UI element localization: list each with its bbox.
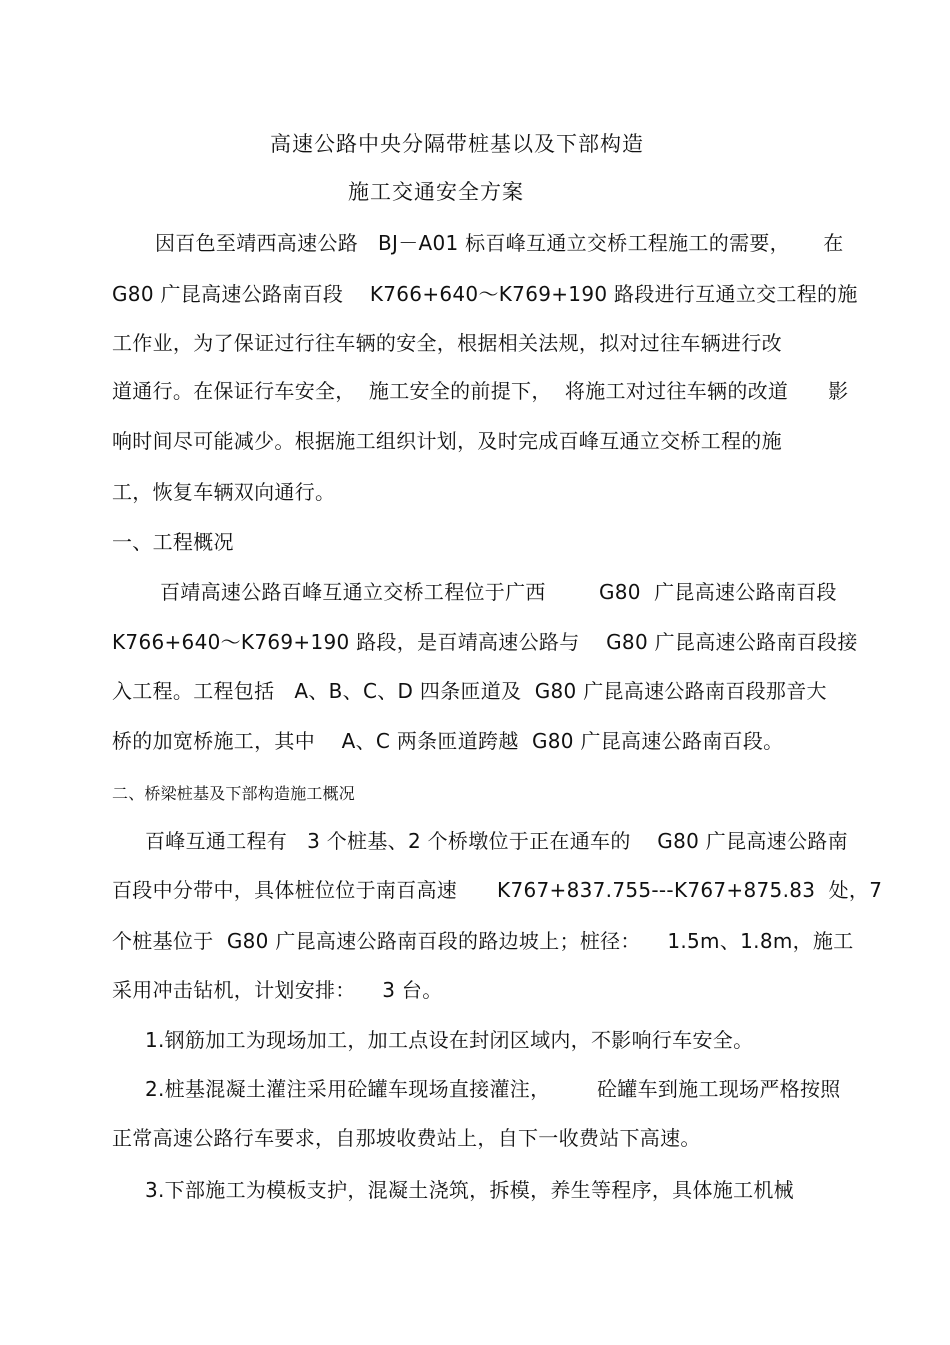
- title-line-2: 施工交通安全方案: [348, 180, 524, 204]
- section-heading-1: 一、工程概况: [112, 530, 234, 554]
- section1-line: K766+640～K769+190 路段，是百靖高速公路与 G80 广昆高速公路南百段接: [112, 630, 858, 654]
- list-item-3: 3.下部施工为模板支护，混凝土浇筑，拆模，养生等程序，具体施工机械: [145, 1178, 794, 1202]
- title-line-1: 高速公路中央分隔带桩基以及下部构造: [270, 132, 644, 156]
- intro-line: 响时间尽可能减少。根据施工组织计划，及时完成百峰互通立交桥工程的施: [112, 429, 782, 453]
- section1-line: 入工程。工程包括 A、B、C、D 四条匝道及 G80 广昆高速公路南百段那音大: [112, 679, 827, 703]
- intro-line: 道通行。在保证行车安全， 施工安全的前提下， 将施工对过往车辆的改道 影: [112, 379, 849, 403]
- section2-line: 百峰互通工程有 3 个桩基、2 个桥墩位于正在通车的 G80 广昆高速公路南: [145, 829, 848, 853]
- section2-line: 采用冲击钻机，计划安排： 3 台。: [112, 978, 443, 1002]
- list-item-1: 1.钢筋加工为现场加工，加工点设在封闭区域内，不影响行车安全。: [145, 1028, 754, 1052]
- intro-line: 工，恢复车辆双向通行。: [112, 480, 336, 504]
- section2-line: 百段中分带中，具体桩位位于南百高速 K767+837.755---K767+875.83 处，7: [112, 878, 883, 902]
- intro-line: 工作业，为了保证过行往车辆的安全，根据相关法规，拟对过往车辆进行改: [112, 331, 782, 355]
- section1-line: 百靖高速公路百峰互通立交桥工程位于广西 G80 广昆高速公路南百段: [160, 580, 837, 604]
- section-heading-2: 二、桥梁桩基及下部构造施工概况: [112, 784, 356, 803]
- intro-line: 因百色至靖西高速公路 BJ－A01 标百峰互通立交桥工程施工的需要， 在: [155, 231, 844, 255]
- section1-line: 桥的加宽桥施工，其中 A、C 两条匝道跨越 G80 广昆高速公路南百段。: [112, 729, 784, 753]
- intro-line: G80 广昆高速公路南百段 K766+640～K769+190 路段进行互通立交工程的施: [112, 282, 858, 306]
- section2-line: 个桩基位于 G80 广昆高速公路南百段的路边坡上；桩径： 1.5m、1.8m，施工: [112, 929, 854, 953]
- list-item-2-continued: 正常高速公路行车要求，自那坡收费站上，自下一收费站下高速。: [112, 1126, 701, 1150]
- list-item-2: 2.桩基混凝土灌注采用砼罐车现场直接灌注， 砼罐车到施工现场严格按照: [145, 1077, 841, 1101]
